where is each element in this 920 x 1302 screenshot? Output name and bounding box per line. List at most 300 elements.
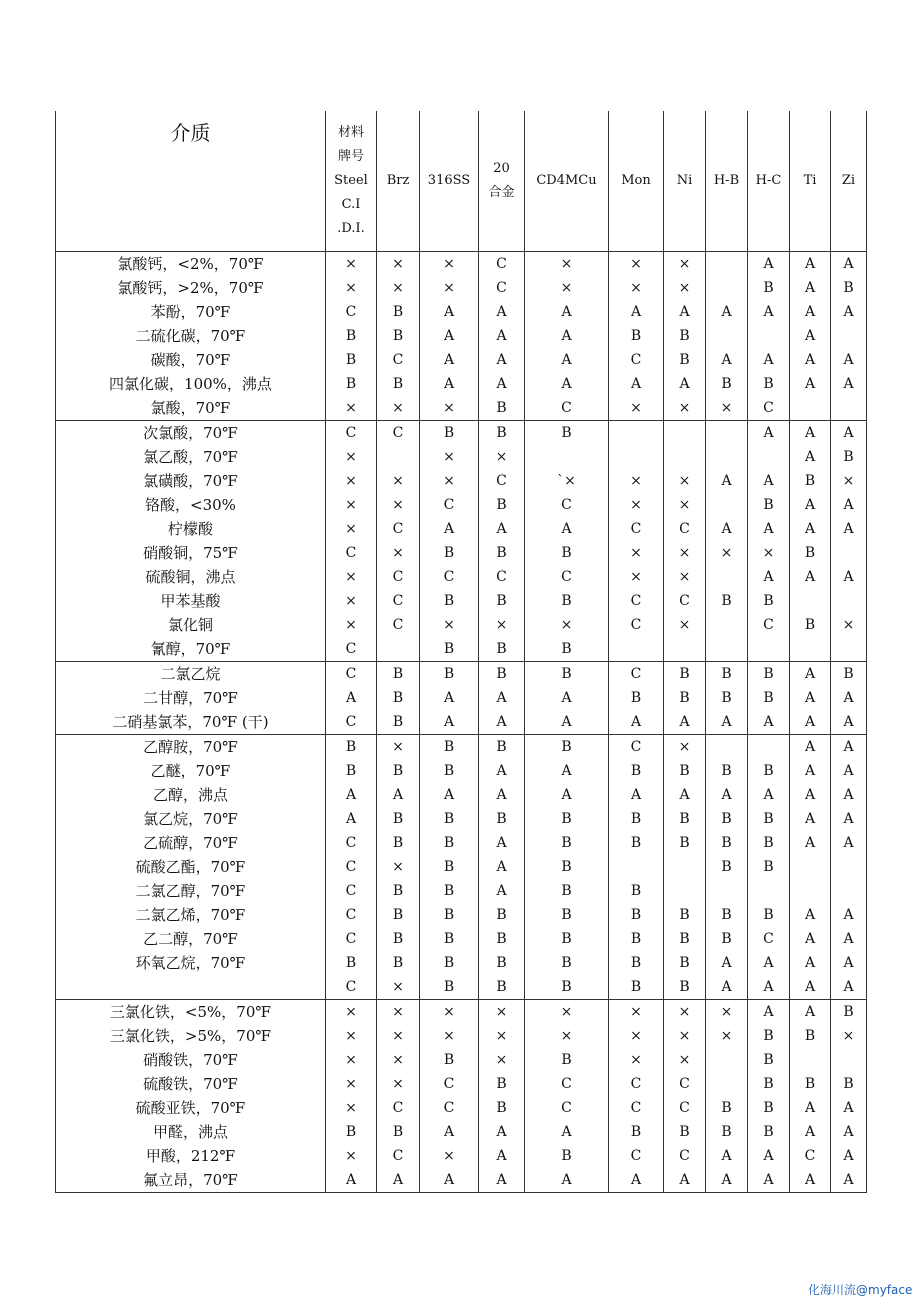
rating-cell: A xyxy=(790,324,831,348)
rating-cell: B xyxy=(790,469,831,493)
rating-cell: C xyxy=(748,927,790,951)
rating-cell: × xyxy=(420,469,479,493)
rating-cell: A xyxy=(706,348,748,372)
rating-cell: B xyxy=(420,855,479,879)
medium-cell: 氯酸，70℉ xyxy=(56,396,326,421)
rating-cell: A xyxy=(525,324,609,348)
rating-cell: A xyxy=(790,735,831,760)
medium-cell: 硫酸铜，沸点 xyxy=(56,565,326,589)
table-row xyxy=(56,300,867,324)
rating-cell: A xyxy=(790,759,831,783)
rating-cell: A xyxy=(790,831,831,855)
rating-cell: × xyxy=(326,252,377,277)
rating-cell: A xyxy=(525,1120,609,1144)
rating-cell: A xyxy=(706,469,748,493)
medium-cell: 三氯化铁，<5%，70℉ xyxy=(56,1000,326,1025)
rating-cell: C xyxy=(326,421,377,446)
medium-cell: 环氧乙烷，70℉ xyxy=(56,951,326,975)
rating-cell: A xyxy=(525,517,609,541)
rating-cell: A xyxy=(706,710,748,735)
medium-cell: 氯酸钙，<2%，70℉ xyxy=(56,252,326,277)
column-header-alloy20 xyxy=(479,111,525,252)
rating-cell: A xyxy=(525,1168,609,1193)
rating-cell: A xyxy=(790,710,831,735)
rating-cell: A xyxy=(525,372,609,396)
table-row xyxy=(56,807,867,831)
rating-cell: A xyxy=(479,759,525,783)
rating-cell: B xyxy=(748,759,790,783)
table-row xyxy=(56,759,867,783)
rating-cell: B xyxy=(479,1096,525,1120)
rating-cell: C xyxy=(479,276,525,300)
rating-cell: B xyxy=(525,855,609,879)
rating-cell: C xyxy=(326,710,377,735)
rating-cell: B xyxy=(664,807,706,831)
rating-cell: A xyxy=(420,300,479,324)
medium-cell: 甲酸，212℉ xyxy=(56,1144,326,1168)
rating-cell: A xyxy=(479,855,525,879)
rating-cell: A xyxy=(479,300,525,324)
medium-cell: 二硝基氯苯，70℉ (干) xyxy=(56,710,326,735)
rating-cell: A xyxy=(664,1168,706,1193)
table-row xyxy=(56,855,867,879)
table-row xyxy=(56,710,867,735)
rating-cell: B xyxy=(831,276,867,300)
medium-cell: 氯磺酸，70℉ xyxy=(56,469,326,493)
rating-cell: A xyxy=(525,300,609,324)
rating-cell: B xyxy=(525,735,609,760)
rating-cell: × xyxy=(326,1000,377,1025)
rating-cell xyxy=(790,637,831,662)
rating-cell: A xyxy=(831,493,867,517)
rating-cell: B xyxy=(525,589,609,613)
rating-cell: B xyxy=(420,421,479,446)
rating-cell: × xyxy=(377,469,420,493)
rating-cell: A xyxy=(790,951,831,975)
rating-cell: C xyxy=(664,517,706,541)
table-row xyxy=(56,686,867,710)
rating-cell: B xyxy=(525,662,609,687)
rating-cell xyxy=(706,735,748,760)
rating-cell: C xyxy=(525,1096,609,1120)
medium-cell: 二氯乙烷 xyxy=(56,662,326,687)
medium-cell: 氟立昂，70℉ xyxy=(56,1168,326,1193)
rating-cell: × xyxy=(664,396,706,421)
rating-cell: A xyxy=(420,1168,479,1193)
rating-cell xyxy=(831,541,867,565)
rating-cell xyxy=(790,396,831,421)
rating-cell: A xyxy=(790,445,831,469)
medium-cell: 二氯乙醇，70℉ xyxy=(56,879,326,903)
rating-cell: × xyxy=(706,1000,748,1025)
rating-cell: B xyxy=(377,903,420,927)
rating-cell: B xyxy=(664,686,706,710)
rating-cell: A xyxy=(479,710,525,735)
rating-cell: A xyxy=(790,300,831,324)
rating-cell: B xyxy=(420,903,479,927)
rating-cell: B xyxy=(525,421,609,446)
rating-cell: C xyxy=(326,300,377,324)
rating-cell: × xyxy=(420,445,479,469)
rating-cell: C xyxy=(609,1096,664,1120)
rating-cell: C xyxy=(377,348,420,372)
rating-cell: A xyxy=(831,300,867,324)
rating-cell: × xyxy=(326,276,377,300)
rating-cell: A xyxy=(831,1096,867,1120)
rating-cell: B xyxy=(326,1120,377,1144)
rating-cell: × xyxy=(664,493,706,517)
rating-cell: × xyxy=(609,565,664,589)
rating-cell: × xyxy=(664,1000,706,1025)
rating-cell: A xyxy=(790,252,831,277)
column-header-316ss: 316SS xyxy=(420,111,479,252)
table-row xyxy=(56,1048,867,1072)
table-row xyxy=(56,735,867,760)
rating-cell: B xyxy=(479,589,525,613)
rating-cell: A xyxy=(479,348,525,372)
table-row xyxy=(56,445,867,469)
rating-cell xyxy=(831,396,867,421)
rating-cell: A xyxy=(420,1120,479,1144)
rating-cell: C xyxy=(525,1072,609,1096)
rating-cell: C xyxy=(664,1072,706,1096)
rating-cell: B xyxy=(748,372,790,396)
rating-cell: B xyxy=(831,1072,867,1096)
rating-cell: A xyxy=(748,469,790,493)
rating-cell: B xyxy=(479,637,525,662)
rating-cell: C xyxy=(609,348,664,372)
rating-cell: A xyxy=(748,1144,790,1168)
rating-cell: B xyxy=(706,759,748,783)
rating-cell xyxy=(609,637,664,662)
rating-cell: B xyxy=(609,879,664,903)
medium-cell: 氯乙烷，70℉ xyxy=(56,807,326,831)
rating-cell: A xyxy=(790,783,831,807)
rating-cell: B xyxy=(664,759,706,783)
rating-cell xyxy=(706,637,748,662)
rating-cell: A xyxy=(790,927,831,951)
rating-cell: B xyxy=(420,637,479,662)
rating-cell: × xyxy=(420,1144,479,1168)
rating-cell: × xyxy=(326,469,377,493)
medium-cell xyxy=(56,975,326,1000)
rating-cell: B xyxy=(831,445,867,469)
rating-cell: × xyxy=(609,493,664,517)
rating-cell: C xyxy=(326,903,377,927)
rating-cell: A xyxy=(609,372,664,396)
material-code-line: 材料 xyxy=(337,125,364,140)
rating-cell: C xyxy=(609,517,664,541)
rating-cell: B xyxy=(377,1120,420,1144)
rating-cell: B xyxy=(479,975,525,1000)
medium-cell: 四氯化碳，100%，沸点 xyxy=(56,372,326,396)
table-row xyxy=(56,1120,867,1144)
rating-cell: A xyxy=(831,372,867,396)
rating-cell: × xyxy=(609,1048,664,1072)
rating-cell: A xyxy=(420,686,479,710)
rating-cell: × xyxy=(377,1048,420,1072)
rating-cell: × xyxy=(326,445,377,469)
table-row xyxy=(56,783,867,807)
rating-cell: B xyxy=(420,662,479,687)
medium-cell: 氯乙酸，70℉ xyxy=(56,445,326,469)
rating-cell: × xyxy=(525,1024,609,1048)
rating-cell: A xyxy=(831,975,867,1000)
rating-cell: B xyxy=(525,1048,609,1072)
table-row xyxy=(56,348,867,372)
rating-cell: A xyxy=(831,951,867,975)
rating-cell: × xyxy=(420,613,479,637)
rating-cell: A xyxy=(326,783,377,807)
rating-cell: C xyxy=(479,469,525,493)
rating-cell: B xyxy=(664,903,706,927)
rating-cell: A xyxy=(326,686,377,710)
rating-cell: B xyxy=(479,662,525,687)
rating-cell: × xyxy=(609,541,664,565)
rating-cell: A xyxy=(831,735,867,760)
medium-cell: 甲醛，沸点 xyxy=(56,1120,326,1144)
rating-cell xyxy=(790,855,831,879)
table-row xyxy=(56,662,867,687)
rating-cell: B xyxy=(609,927,664,951)
medium-cell: 乙醇，沸点 xyxy=(56,783,326,807)
rating-cell: A xyxy=(831,710,867,735)
rating-cell: B xyxy=(525,951,609,975)
rating-cell: B xyxy=(420,975,479,1000)
rating-cell: A xyxy=(479,783,525,807)
rating-cell: C xyxy=(609,735,664,760)
rating-cell xyxy=(706,613,748,637)
material-code-line: C.I xyxy=(341,197,361,212)
rating-cell: A xyxy=(831,517,867,541)
rating-cell: C xyxy=(664,1144,706,1168)
rating-cell: A xyxy=(479,1144,525,1168)
medium-cell: 氰醇，70℉ xyxy=(56,637,326,662)
rating-cell: × xyxy=(377,493,420,517)
rating-cell: B xyxy=(748,686,790,710)
rating-cell: B xyxy=(609,759,664,783)
alloy20-line: 合金 xyxy=(488,185,515,200)
rating-cell: × xyxy=(377,1072,420,1096)
rating-cell: B xyxy=(420,735,479,760)
rating-cell: A xyxy=(831,1168,867,1193)
rating-cell: C xyxy=(420,493,479,517)
rating-cell: × xyxy=(831,613,867,637)
rating-cell: A xyxy=(479,324,525,348)
rating-cell: B xyxy=(377,686,420,710)
rating-cell: A xyxy=(377,1168,420,1193)
rating-cell: B xyxy=(377,879,420,903)
rating-cell: A xyxy=(420,783,479,807)
rating-cell: × xyxy=(609,252,664,277)
watermark-text: 化海川流@myface xyxy=(808,1283,913,1297)
medium-cell: 乙二醇，70℉ xyxy=(56,927,326,951)
rating-cell xyxy=(706,1072,748,1096)
rating-cell xyxy=(706,1048,748,1072)
rating-cell: A xyxy=(790,372,831,396)
rating-cell: A xyxy=(664,783,706,807)
rating-cell: × xyxy=(377,1024,420,1048)
rating-cell: × xyxy=(479,1048,525,1072)
rating-cell: C xyxy=(420,565,479,589)
rating-cell: × xyxy=(525,252,609,277)
rating-cell: B xyxy=(479,951,525,975)
medium-cell: 乙醇胺，70℉ xyxy=(56,735,326,760)
rating-cell: A xyxy=(831,1144,867,1168)
rating-cell xyxy=(790,879,831,903)
rating-cell: C xyxy=(609,613,664,637)
rating-cell xyxy=(790,1048,831,1072)
rating-cell: B xyxy=(706,686,748,710)
rating-cell: A xyxy=(706,975,748,1000)
rating-cell: × xyxy=(831,469,867,493)
column-header-h-b: H-B xyxy=(706,111,748,252)
rating-cell: A xyxy=(706,1168,748,1193)
rating-cell: C xyxy=(377,589,420,613)
rating-cell: C xyxy=(525,493,609,517)
column-header-ti: Ti xyxy=(790,111,831,252)
rating-cell: C xyxy=(420,1096,479,1120)
rating-cell: × xyxy=(420,252,479,277)
rating-cell: × xyxy=(326,613,377,637)
rating-cell xyxy=(609,855,664,879)
rating-cell: B xyxy=(664,348,706,372)
rating-cell: B xyxy=(479,927,525,951)
rating-cell: A xyxy=(420,517,479,541)
rating-cell: × xyxy=(609,276,664,300)
rating-cell: C xyxy=(664,589,706,613)
rating-cell xyxy=(664,637,706,662)
rating-cell: C xyxy=(479,252,525,277)
rating-cell: B xyxy=(664,662,706,687)
rating-cell: × xyxy=(377,276,420,300)
rating-cell: A xyxy=(609,1168,664,1193)
rating-cell xyxy=(748,637,790,662)
rating-cell: B xyxy=(326,951,377,975)
table-row xyxy=(56,1072,867,1096)
table-row xyxy=(56,541,867,565)
rating-cell: × xyxy=(377,855,420,879)
rating-cell: B xyxy=(525,541,609,565)
rating-cell: A xyxy=(790,975,831,1000)
column-header-cd4mcu: CD4MCu xyxy=(525,111,609,252)
rating-cell xyxy=(664,879,706,903)
rating-cell: B xyxy=(748,1072,790,1096)
rating-cell: C xyxy=(326,927,377,951)
rating-cell: B xyxy=(609,951,664,975)
rating-cell: B xyxy=(790,1072,831,1096)
rating-cell: × xyxy=(664,613,706,637)
rating-cell: A xyxy=(748,783,790,807)
rating-cell: B xyxy=(326,759,377,783)
rating-cell: B xyxy=(748,662,790,687)
rating-cell: A xyxy=(748,951,790,975)
rating-cell: A xyxy=(790,1120,831,1144)
rating-cell: A xyxy=(525,686,609,710)
rating-cell: × xyxy=(706,396,748,421)
column-header-brz: Brz xyxy=(377,111,420,252)
rating-cell: × xyxy=(664,1048,706,1072)
rating-cell: A xyxy=(479,831,525,855)
rating-cell xyxy=(664,421,706,446)
rating-cell: C xyxy=(326,879,377,903)
rating-cell: × xyxy=(831,1024,867,1048)
rating-cell: A xyxy=(664,372,706,396)
rating-cell xyxy=(377,445,420,469)
rating-cell: B xyxy=(748,807,790,831)
rating-cell: B xyxy=(377,807,420,831)
rating-cell: B xyxy=(748,855,790,879)
rating-cell: B xyxy=(664,975,706,1000)
table-row xyxy=(56,879,867,903)
rating-cell: A xyxy=(706,1144,748,1168)
rating-cell: × xyxy=(326,1048,377,1072)
rating-cell: B xyxy=(420,807,479,831)
rating-cell: × xyxy=(479,445,525,469)
rating-cell: B xyxy=(525,807,609,831)
table-row xyxy=(56,1000,867,1025)
rating-cell: A xyxy=(479,879,525,903)
rating-cell: A xyxy=(831,903,867,927)
rating-cell: B xyxy=(748,1096,790,1120)
corrosion-resistance-table xyxy=(55,111,867,1193)
rating-cell: A xyxy=(790,276,831,300)
medium-cell: 氯化铜 xyxy=(56,613,326,637)
rating-cell: C xyxy=(326,637,377,662)
rating-cell: A xyxy=(479,686,525,710)
rating-cell: × xyxy=(525,276,609,300)
rating-cell: A xyxy=(479,517,525,541)
rating-cell: B xyxy=(479,541,525,565)
rating-cell: B xyxy=(790,541,831,565)
rating-cell: × xyxy=(706,1024,748,1048)
rating-cell: × xyxy=(326,1144,377,1168)
rating-cell: × xyxy=(326,1072,377,1096)
medium-cell: 次氯酸，70℉ xyxy=(56,421,326,446)
rating-cell xyxy=(525,445,609,469)
rating-cell: B xyxy=(377,300,420,324)
rating-cell: A xyxy=(706,300,748,324)
rating-cell: B xyxy=(420,831,479,855)
rating-cell: A xyxy=(326,1168,377,1193)
rating-cell: C xyxy=(420,1072,479,1096)
medium-column-header: 介质 xyxy=(56,111,326,252)
rating-cell: A xyxy=(790,421,831,446)
rating-cell: B xyxy=(377,831,420,855)
rating-cell: A xyxy=(831,348,867,372)
rating-cell: C xyxy=(326,975,377,1000)
rating-cell: C xyxy=(790,1144,831,1168)
medium-cell: 二甘醇，70℉ xyxy=(56,686,326,710)
rating-cell: × xyxy=(326,517,377,541)
medium-cell: 硝酸铜，75℉ xyxy=(56,541,326,565)
rating-cell xyxy=(831,637,867,662)
rating-cell: A xyxy=(706,517,748,541)
rating-cell: B xyxy=(479,807,525,831)
rating-cell: × xyxy=(420,1000,479,1025)
rating-cell: B xyxy=(377,951,420,975)
rating-cell: B xyxy=(706,927,748,951)
rating-cell: B xyxy=(609,831,664,855)
rating-cell: A xyxy=(525,710,609,735)
rating-cell: × xyxy=(664,276,706,300)
rating-cell: B xyxy=(479,493,525,517)
rating-cell: C xyxy=(609,1072,664,1096)
rating-cell: B xyxy=(525,637,609,662)
rating-cell: A xyxy=(748,348,790,372)
rating-cell: B xyxy=(377,759,420,783)
rating-cell: C xyxy=(377,421,420,446)
